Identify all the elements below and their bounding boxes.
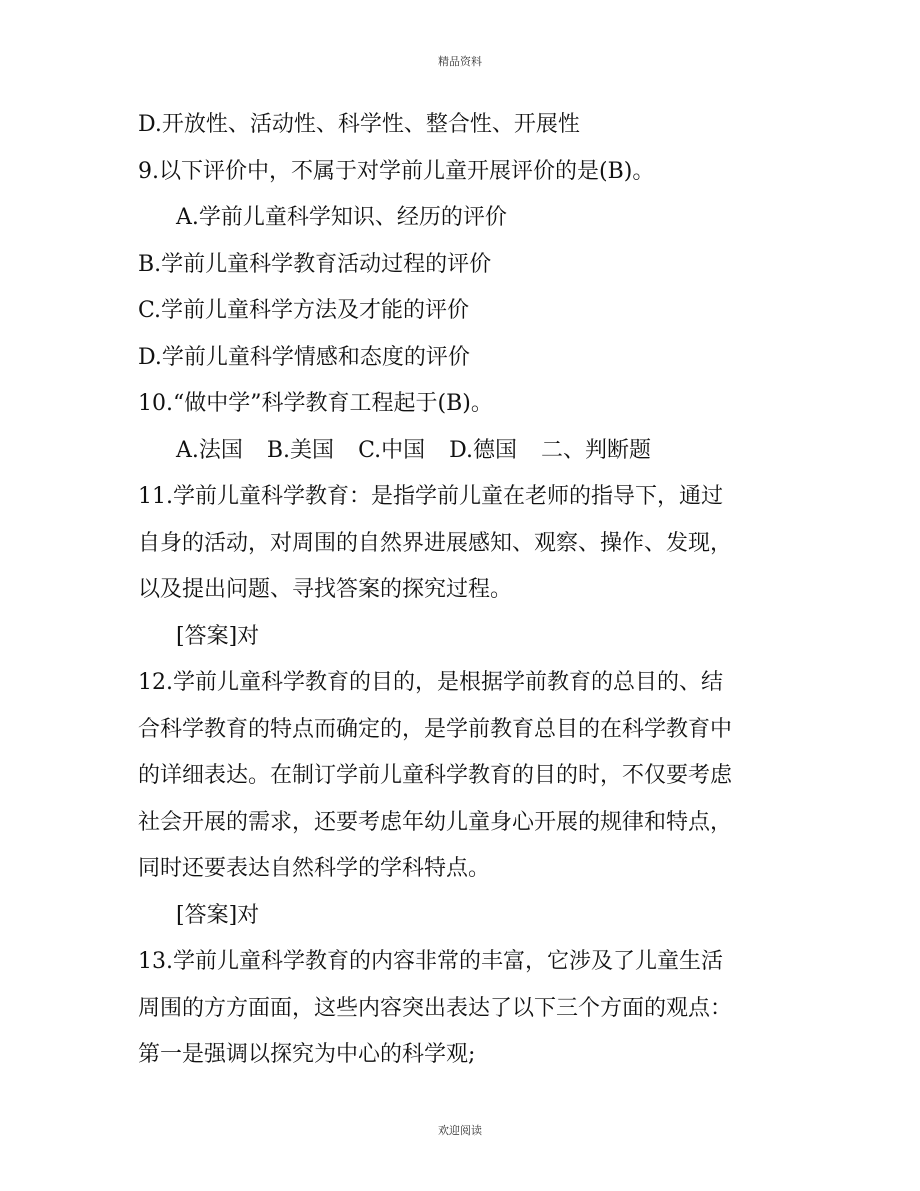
page-footer: 欢迎阅读: [438, 1124, 482, 1137]
q12-answer: [答案]对: [176, 902, 260, 928]
q9-option-a: A.学前儿童科学知识、经历的评价: [176, 205, 507, 230]
q12-line-4: 社会开展的需求，还要考虑年幼儿童身心开展的规律和特点，: [138, 809, 733, 835]
q13-line-1: 13.学前儿童科学教育的内容非常的丰富，它涉及了儿童生活: [138, 949, 723, 974]
q10-options: [138, 428, 788, 475]
q11-answer: [答案]对: [176, 623, 260, 649]
q12-line-1: 12.学前儿童科学教育的目的，是根据学前教育的总目的、结: [138, 670, 723, 695]
q10-question: 10.“做中学”科学教育工程起于(B)。: [138, 391, 493, 416]
q12-line-2: 合科学教育的特点而确定的，是学前教育总目的在科学教育中: [138, 716, 733, 742]
q10-option-d: D.德国: [449, 437, 517, 463]
q9-option-c: C.学前儿童科学方法及才能的评价: [138, 298, 470, 323]
q13-line-2: 周围的方方面面，这些内容突出表达了以下三个方面的观点：: [138, 995, 733, 1021]
section-heading-true-false: 二、判断题: [540, 437, 651, 463]
q9-option-d: D.学前儿童科学情感和态度的评价: [138, 344, 470, 370]
q11-line-1: 11.学前儿童科学教育：是指学前儿童在老师的指导下，通过: [138, 484, 723, 509]
q11-line-3: 以及提出问题、寻找答案的探究过程。: [138, 577, 513, 602]
q9-option-b: B.学前儿童科学教育活动过程的评价: [138, 251, 492, 277]
q10-option-c: C.中国: [358, 437, 426, 463]
q11-line-2: 自身的活动，对周围的自然界进展感知、观察、操作、发现，: [138, 530, 733, 556]
q9-question: 9.以下评价中，不属于对学前儿童开展评价的是(B)。: [138, 158, 655, 184]
q12-line-5: 同时还要表达自然科学的学科特点。: [138, 856, 491, 881]
page-header: 精品资料: [438, 55, 482, 68]
document-body: [138, 102, 788, 1079]
q10-option-b: B.美国: [266, 437, 335, 463]
q12-line-3: 的详细表达。在制订学前儿童科学教育的目的时，不仅要考虑: [138, 763, 733, 788]
q13-line-3: 第一是强调以探究为中心的科学观;: [138, 1042, 476, 1067]
q10-option-a: A.法国: [176, 437, 243, 463]
q8-option-d: D.开放性、活动性、科学性、整合性、开展性: [138, 112, 580, 137]
